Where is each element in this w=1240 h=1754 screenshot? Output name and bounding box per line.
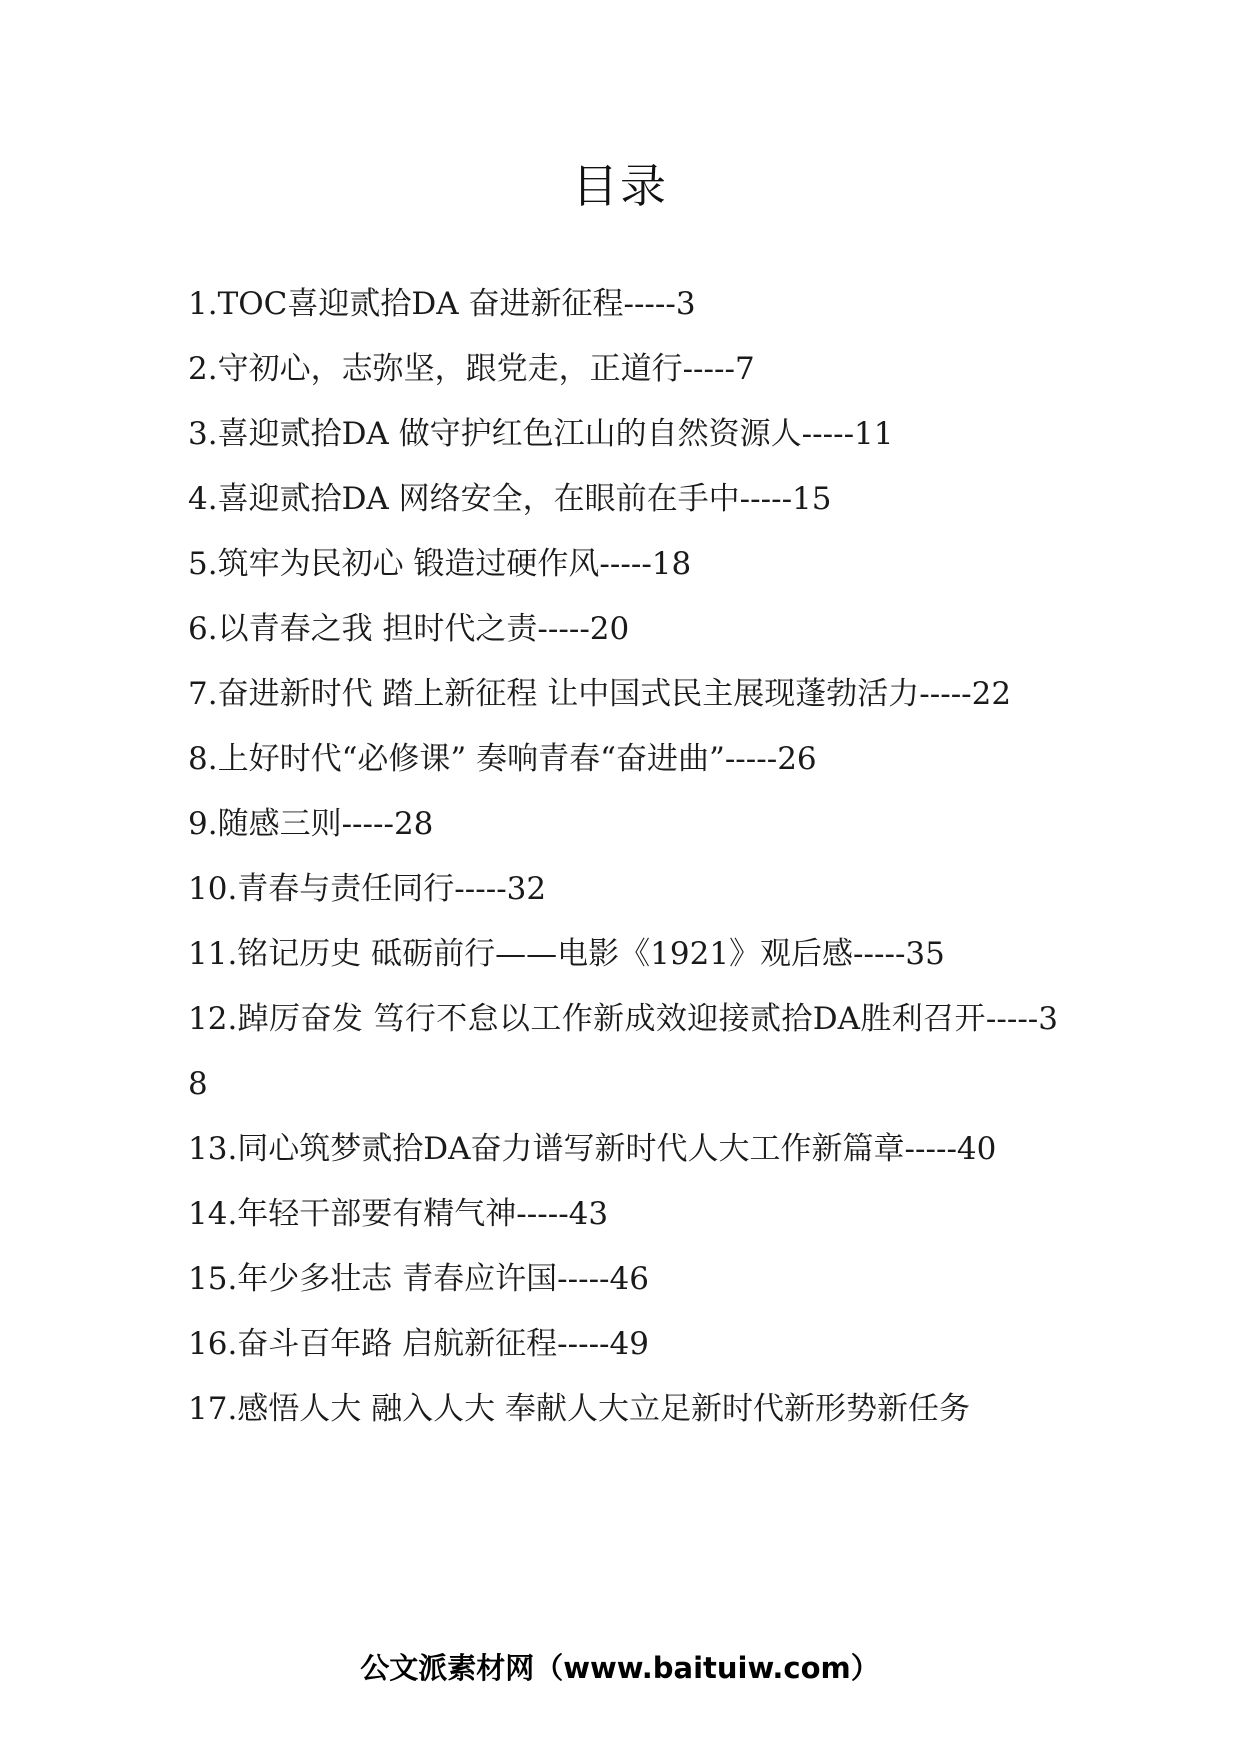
- toc-entry: 13.同心筑梦贰拾DA奋力谱写新时代人大工作新篇章-----40: [188, 1131, 997, 1167]
- toc-entry: 16.奋斗百年路 启航新征程-----49: [188, 1326, 649, 1362]
- toc-entry: 7.奋进新时代 踏上新征程 让中国式民主展现蓬勃活力-----22: [188, 676, 1012, 712]
- toc-entry: 17.感悟人大 融入人大 奉献人大立足新时代新形势新任务: [188, 1391, 971, 1427]
- toc-entry: 10.青春与责任同行-----32: [188, 871, 547, 907]
- page-footer: 公文派素材网（www.baituiw.com）: [360, 1651, 880, 1685]
- toc-entry: 11.铭记历史 砥砺前行——电影《1921》观后感-----35: [188, 936, 945, 972]
- toc-entry: 4.喜迎贰拾DA 网络安全，在眼前在手中-----15: [188, 481, 832, 517]
- toc-entry: 9.随感三则-----28: [188, 806, 434, 842]
- table-of-contents: [188, 272, 1058, 1442]
- toc-entry: 3.喜迎贰拾DA 做守护红色江山的自然资源人-----11: [188, 416, 894, 452]
- toc-entry: 8.上好时代“必修课” 奏响青春“奋进曲”-----26: [188, 741, 817, 777]
- toc-entry: 1.TOC喜迎贰拾DA 奋进新征程-----3: [188, 286, 696, 322]
- toc-entry: 5.筑牢为民初心 锻造过硬作风-----18: [188, 546, 692, 582]
- toc-entry: 15.年少多壮志 青春应许国-----46: [188, 1261, 649, 1297]
- toc-entry: 12.踔厉奋发 笃行不怠以工作新成效迎接贰拾DA胜利召开-----38: [188, 1001, 1058, 1102]
- toc-entry: 14.年轻干部要有精气神-----43: [188, 1196, 609, 1232]
- toc-entry: 2.守初心，志弥坚，跟党走，正道行-----7: [188, 351, 755, 387]
- page-title: 目录: [572, 159, 668, 213]
- toc-entry: 6.以青春之我 担时代之责-----20: [188, 611, 630, 647]
